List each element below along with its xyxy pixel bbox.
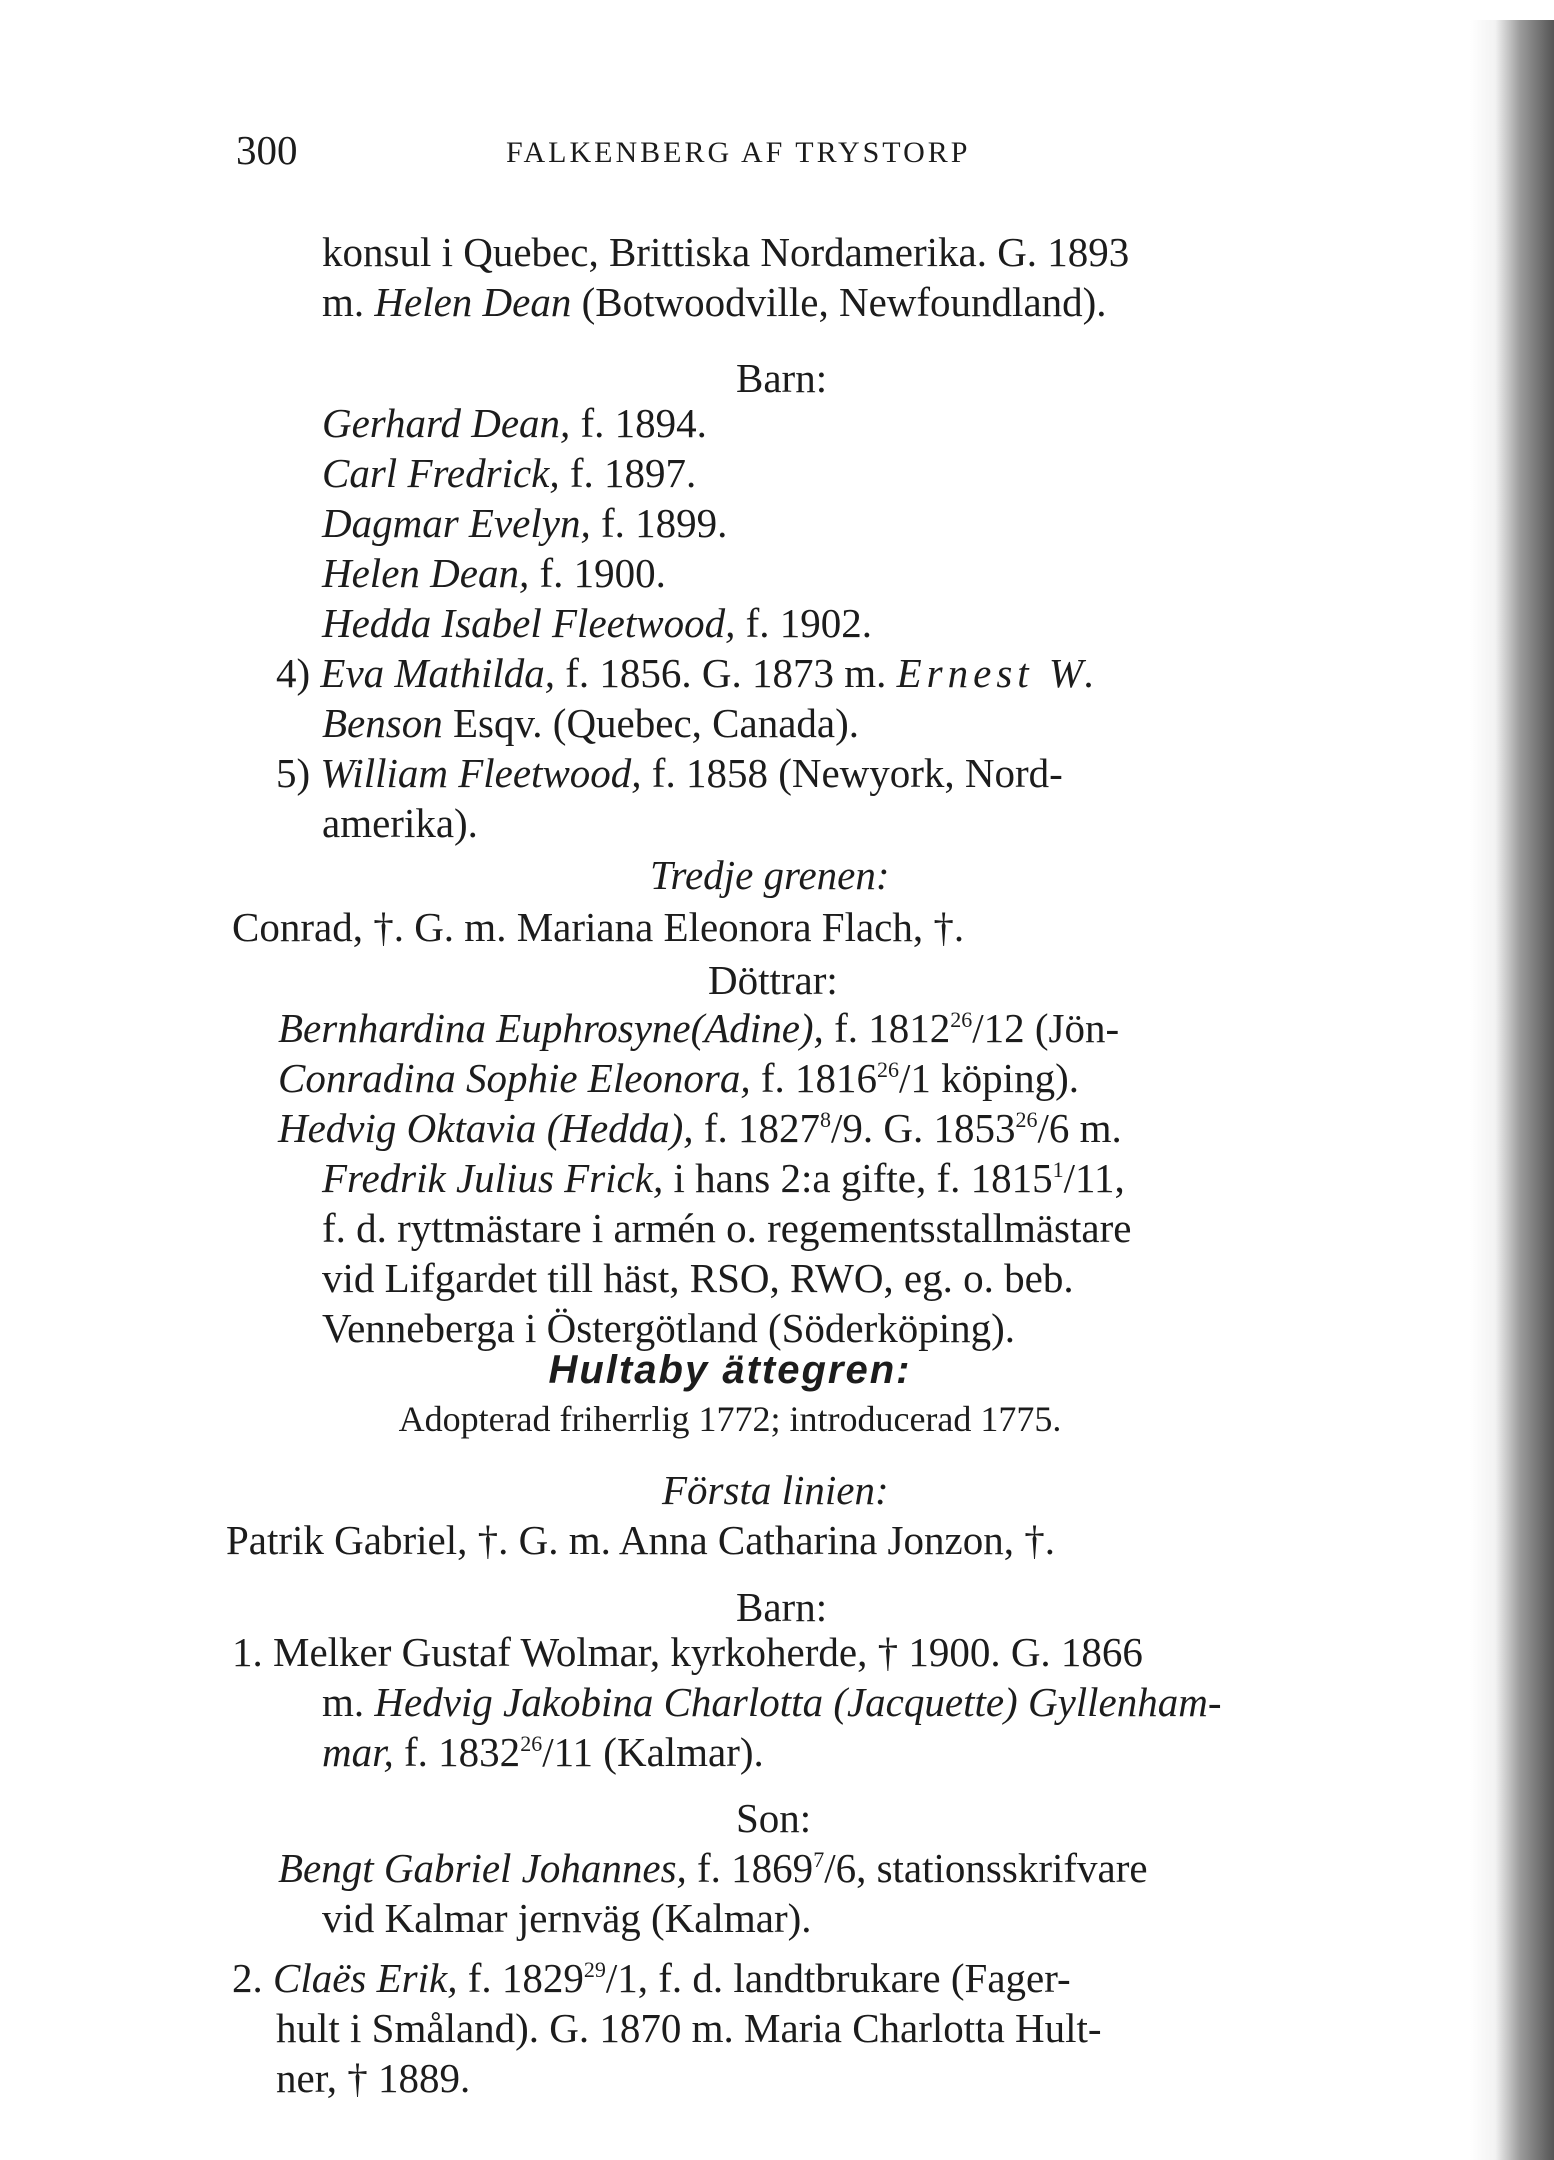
child-entry: Gerhard Dean, f. 1894. [322,400,707,446]
subheading-forsta-linien: Första linien: [662,1467,889,1513]
grandchild-entry: Bengt Gabriel Johannes, f. 1869$^7$/6, stationsskrifvare [278,1845,1148,1891]
daughter-entry-cont: vid Lifgardet till häst, RSO, RWO, eg. o. beb. [322,1255,1074,1301]
barn-heading-2: Barn: [736,1584,828,1630]
daughter-entry: Conradina Sophie Eleonora, f. 1816$^{26}$/1 köping). [278,1055,1079,1101]
child-entry-2-cont: ner, † 1889. [276,2055,471,2101]
child-entry-2-cont: hult i Småland). G. 1870 m. Maria Charlotta Hult- [276,2005,1102,2051]
daughter-entry-cont: f. d. ryttmästare i armén o. regementsstallmästare [322,1205,1132,1251]
running-title: FALKENBERG AF TRYSTORP [506,136,971,169]
section-title: Hultaby ättegren: [548,1348,912,1392]
entry-4: 4) Eva Mathilda, f. 1856. G. 1873 m. Ernest W. [276,650,1100,696]
child-entry: Helen Dean, f. 1900. [322,550,666,596]
child-entry: Dagmar Evelyn, f. 1899. [322,500,728,546]
entry-4-line2: Benson Esqv. (Quebec, Canada). [322,700,859,746]
child-entry-1-cont: mar, f. 1832$^{26}$/11 (Kalmar). [322,1729,764,1775]
patrik-line: Patrik Gabriel, †. G. m. Anna Catharina Jonzon, †. [226,1517,1055,1563]
entry-5: 5) William Fleetwood, f. 1858 (Newyork, Nord- [276,750,1063,796]
child-entry-1-cont: m. Hedvig Jakobina Charlotta (Jacquette) Gyllenham- [322,1679,1222,1725]
dottrar-heading: Döttrar: [708,957,838,1003]
text-line: m. Helen Dean (Botwoodville, Newfoundland). [322,279,1107,325]
son-heading: Son: [736,1795,812,1841]
child-entry-2: 2. Claës Erik, f. 1829$^{29}$/1, f. d. landtbrukare (Fager- [232,1955,1071,2001]
conrad-line: Conrad, †. G. m. Mariana Eleonora Flach, †. [232,904,965,950]
daughter-entry-cont: Fredrik Julius Frick, i hans 2:a gifte, f. 1815$^1$/11, [322,1155,1125,1201]
child-entry: Hedda Isabel Fleetwood, f. 1902. [322,600,872,646]
grandchild-entry-cont: vid Kalmar jernväg (Kalmar). [322,1895,812,1941]
text-line: konsul i Quebec, Brittiska Nordamerika. G. 1893 [322,229,1130,275]
child-entry: Carl Fredrick, f. 1897. [322,450,697,496]
barn-heading: Barn: [736,355,828,401]
child-entry-1: 1. Melker Gustaf Wolmar, kyrkoherde, † 1900. G. 1866 [232,1629,1143,1675]
daughter-entry: Hedvig Oktavia (Hedda), f. 1827$^8$/9. G. 1853$^{26}$/6 m. [278,1105,1122,1151]
daughter-entry: Bernhardina Euphrosyne(Adine), f. 1812$^{26}$/12 (Jön- [278,1005,1120,1051]
section-subtitle: Adopterad friherrlig 1772; introducerad 1775. [398,1399,1062,1439]
page-number: 300 [236,127,298,173]
subheading-tredje-grenen: Tredje grenen: [650,852,890,898]
entry-5-line2: amerika). [322,800,478,846]
page-gutter-shadow [1470,20,1554,2160]
daughter-entry-cont: Venneberga i Östergötland (Söderköping). [322,1305,1016,1351]
